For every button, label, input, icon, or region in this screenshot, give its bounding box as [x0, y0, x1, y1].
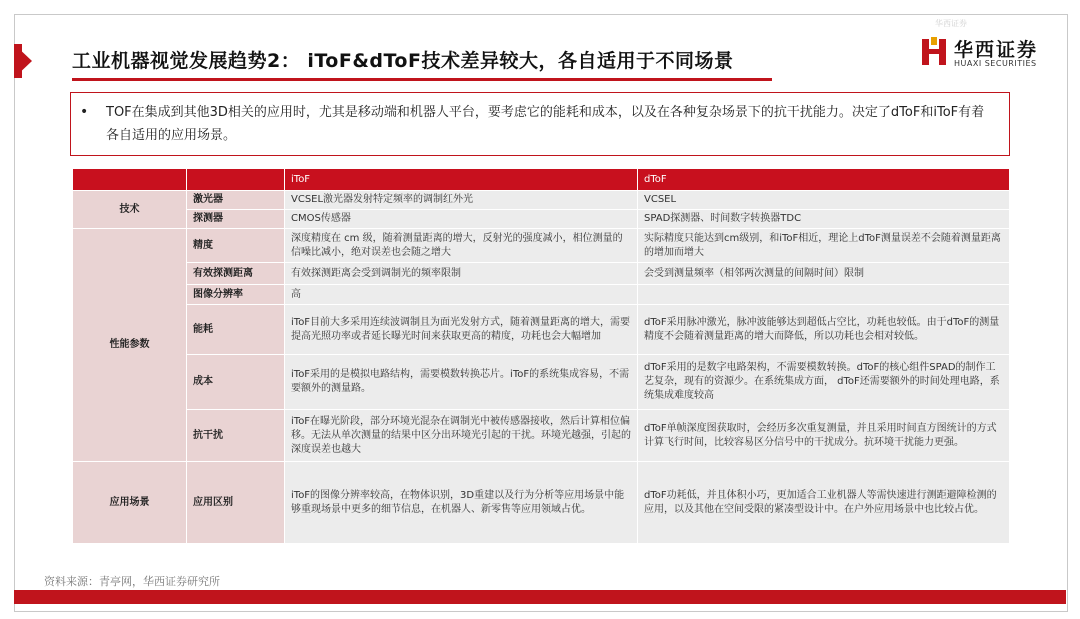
row-label: 探测器: [187, 210, 285, 229]
itof-cell: iToF采用的是模拟电路结构，需要模数转换芯片。iToF的系统集成容易，不需要额外的测量路。: [285, 355, 638, 410]
title-arrow-icon: [14, 44, 32, 78]
header-cell: [73, 169, 187, 191]
brand-name-en: HUAXI SECURITIES: [954, 59, 1037, 68]
title-underline: [72, 78, 772, 81]
category-perf: 性能参数: [73, 229, 187, 462]
table-row: [73, 210, 1010, 229]
table-row: [73, 285, 1010, 305]
dtof-cell: dToF功耗低，并且体积小巧，更加适合工业机器人等需快速进行测距避障检测的应用，以及其他在空间受限的紧凑型设计中。在户外应用场景中也比较占优。: [638, 462, 1010, 544]
huaxi-logo-icon: [920, 35, 948, 67]
watermark: 华西证券: [935, 19, 967, 28]
itof-cell: iToF的图像分辨率较高，在物体识别，3D重建以及行为分析等应用场景中能够重现场景中更多的细节信息，在机器人、新零售等应用领域占优。: [285, 462, 638, 544]
table-row: [73, 410, 1010, 462]
table-row: [73, 229, 1010, 263]
header-cell: [187, 169, 285, 191]
row-label: 成本: [187, 355, 285, 410]
table-row: [73, 191, 1010, 210]
row-label: 抗干扰: [187, 410, 285, 462]
comparison-table: [72, 168, 1010, 544]
row-label: 能耗: [187, 305, 285, 355]
row-label: 精度: [187, 229, 285, 263]
dtof-cell: 实际精度只能达到cm级别，和iToF相近，理论上dToF测量误差不会随着测量距离的增加而增大: [638, 229, 1010, 263]
table-row: [73, 263, 1010, 285]
row-label: 激光器: [187, 191, 285, 210]
bullet-marker: •: [80, 104, 89, 120]
dtof-cell: dToF单帧深度图获取时，会经历多次重复测量，并且采用时间直方图统计的方式计算飞行时间，比较容易区分信号中的干扰成分。抗环境干扰能力更强。: [638, 410, 1010, 462]
dtof-cell: SPAD探测器、时间数字转换器TDC: [638, 210, 1010, 229]
row-label: 应用区别: [187, 462, 285, 544]
row-label: 图像分辨率: [187, 285, 285, 305]
footer-bar: [14, 590, 1066, 604]
brand-logo: [920, 35, 1050, 71]
table-row: [73, 355, 1010, 410]
brand-name-cn: 华西证券: [954, 39, 1039, 61]
table-header-row: [73, 169, 1010, 191]
dtof-cell: [638, 285, 1010, 305]
itof-cell: 有效探测距离会受到调制光的频率限制: [285, 263, 638, 285]
row-label: 有效探测距离: [187, 263, 285, 285]
itof-cell: iToF在曝光阶段，部分环境光混杂在调制光中被传感器接收，然后计算相位偏移。无法从单次测量的结果中区分出环境光引起的干扰。环境光越强，引起的深度误差也越大: [285, 410, 638, 462]
dtof-cell: dToF采用脉冲激光，脉冲波能够达到超低占空比，功耗也较低。由于dToF的测量精度不会随着测量距离的增大而降低，所以功耗也会相对较低。: [638, 305, 1010, 355]
header-itof: iToF: [285, 169, 638, 191]
header-dtof: dToF: [638, 169, 1010, 191]
source-footnote: 资料来源：青亭网，华西证券研究所: [44, 575, 220, 588]
summary-text: TOF在集成到其他3D相关的应用时，尤其是移动端和机器人平台，要考虑它的能耗和成本，以及在各种复杂场景下的抗干扰能力。决定了dToF和iToF有着各自适用的应用场景。: [106, 105, 985, 143]
dtof-cell: dToF采用的是数字电路架构，不需要模数转换。dToF的核心组件SPAD的制作工艺复杂，现有的资源少。在系统集成方面， dToF还需要额外的时间处理电路，系统集成难度较高: [638, 355, 1010, 410]
dtof-cell: 会受到测量频率（相邻两次测量的间隔时间）限制: [638, 263, 1010, 285]
itof-cell: VCSEL激光器发射特定频率的调制红外光: [285, 191, 638, 210]
itof-cell: 高: [285, 285, 638, 305]
category-app: 应用场景: [73, 462, 187, 544]
itof-cell: iToF目前大多采用连续波调制且为面光发射方式，随着测量距离的增大，需要提高光照功率或者延长曝光时间来获取更高的精度，功耗也会大幅增加: [285, 305, 638, 355]
dtof-cell: VCSEL: [638, 191, 1010, 210]
itof-cell: CMOS传感器: [285, 210, 638, 229]
table-row: [73, 462, 1010, 544]
category-tech: 技术: [73, 191, 187, 229]
table-row: [73, 305, 1010, 355]
page-title: 工业机器视觉发展趋势2： iToF&dToF技术差异较大，各自适用于不同场景: [72, 50, 734, 72]
itof-cell: 深度精度在 cm 级，随着测量距离的增大，反射光的强度减小，相位测量的信噪比减小，绝对误差也会随之增大: [285, 229, 638, 263]
